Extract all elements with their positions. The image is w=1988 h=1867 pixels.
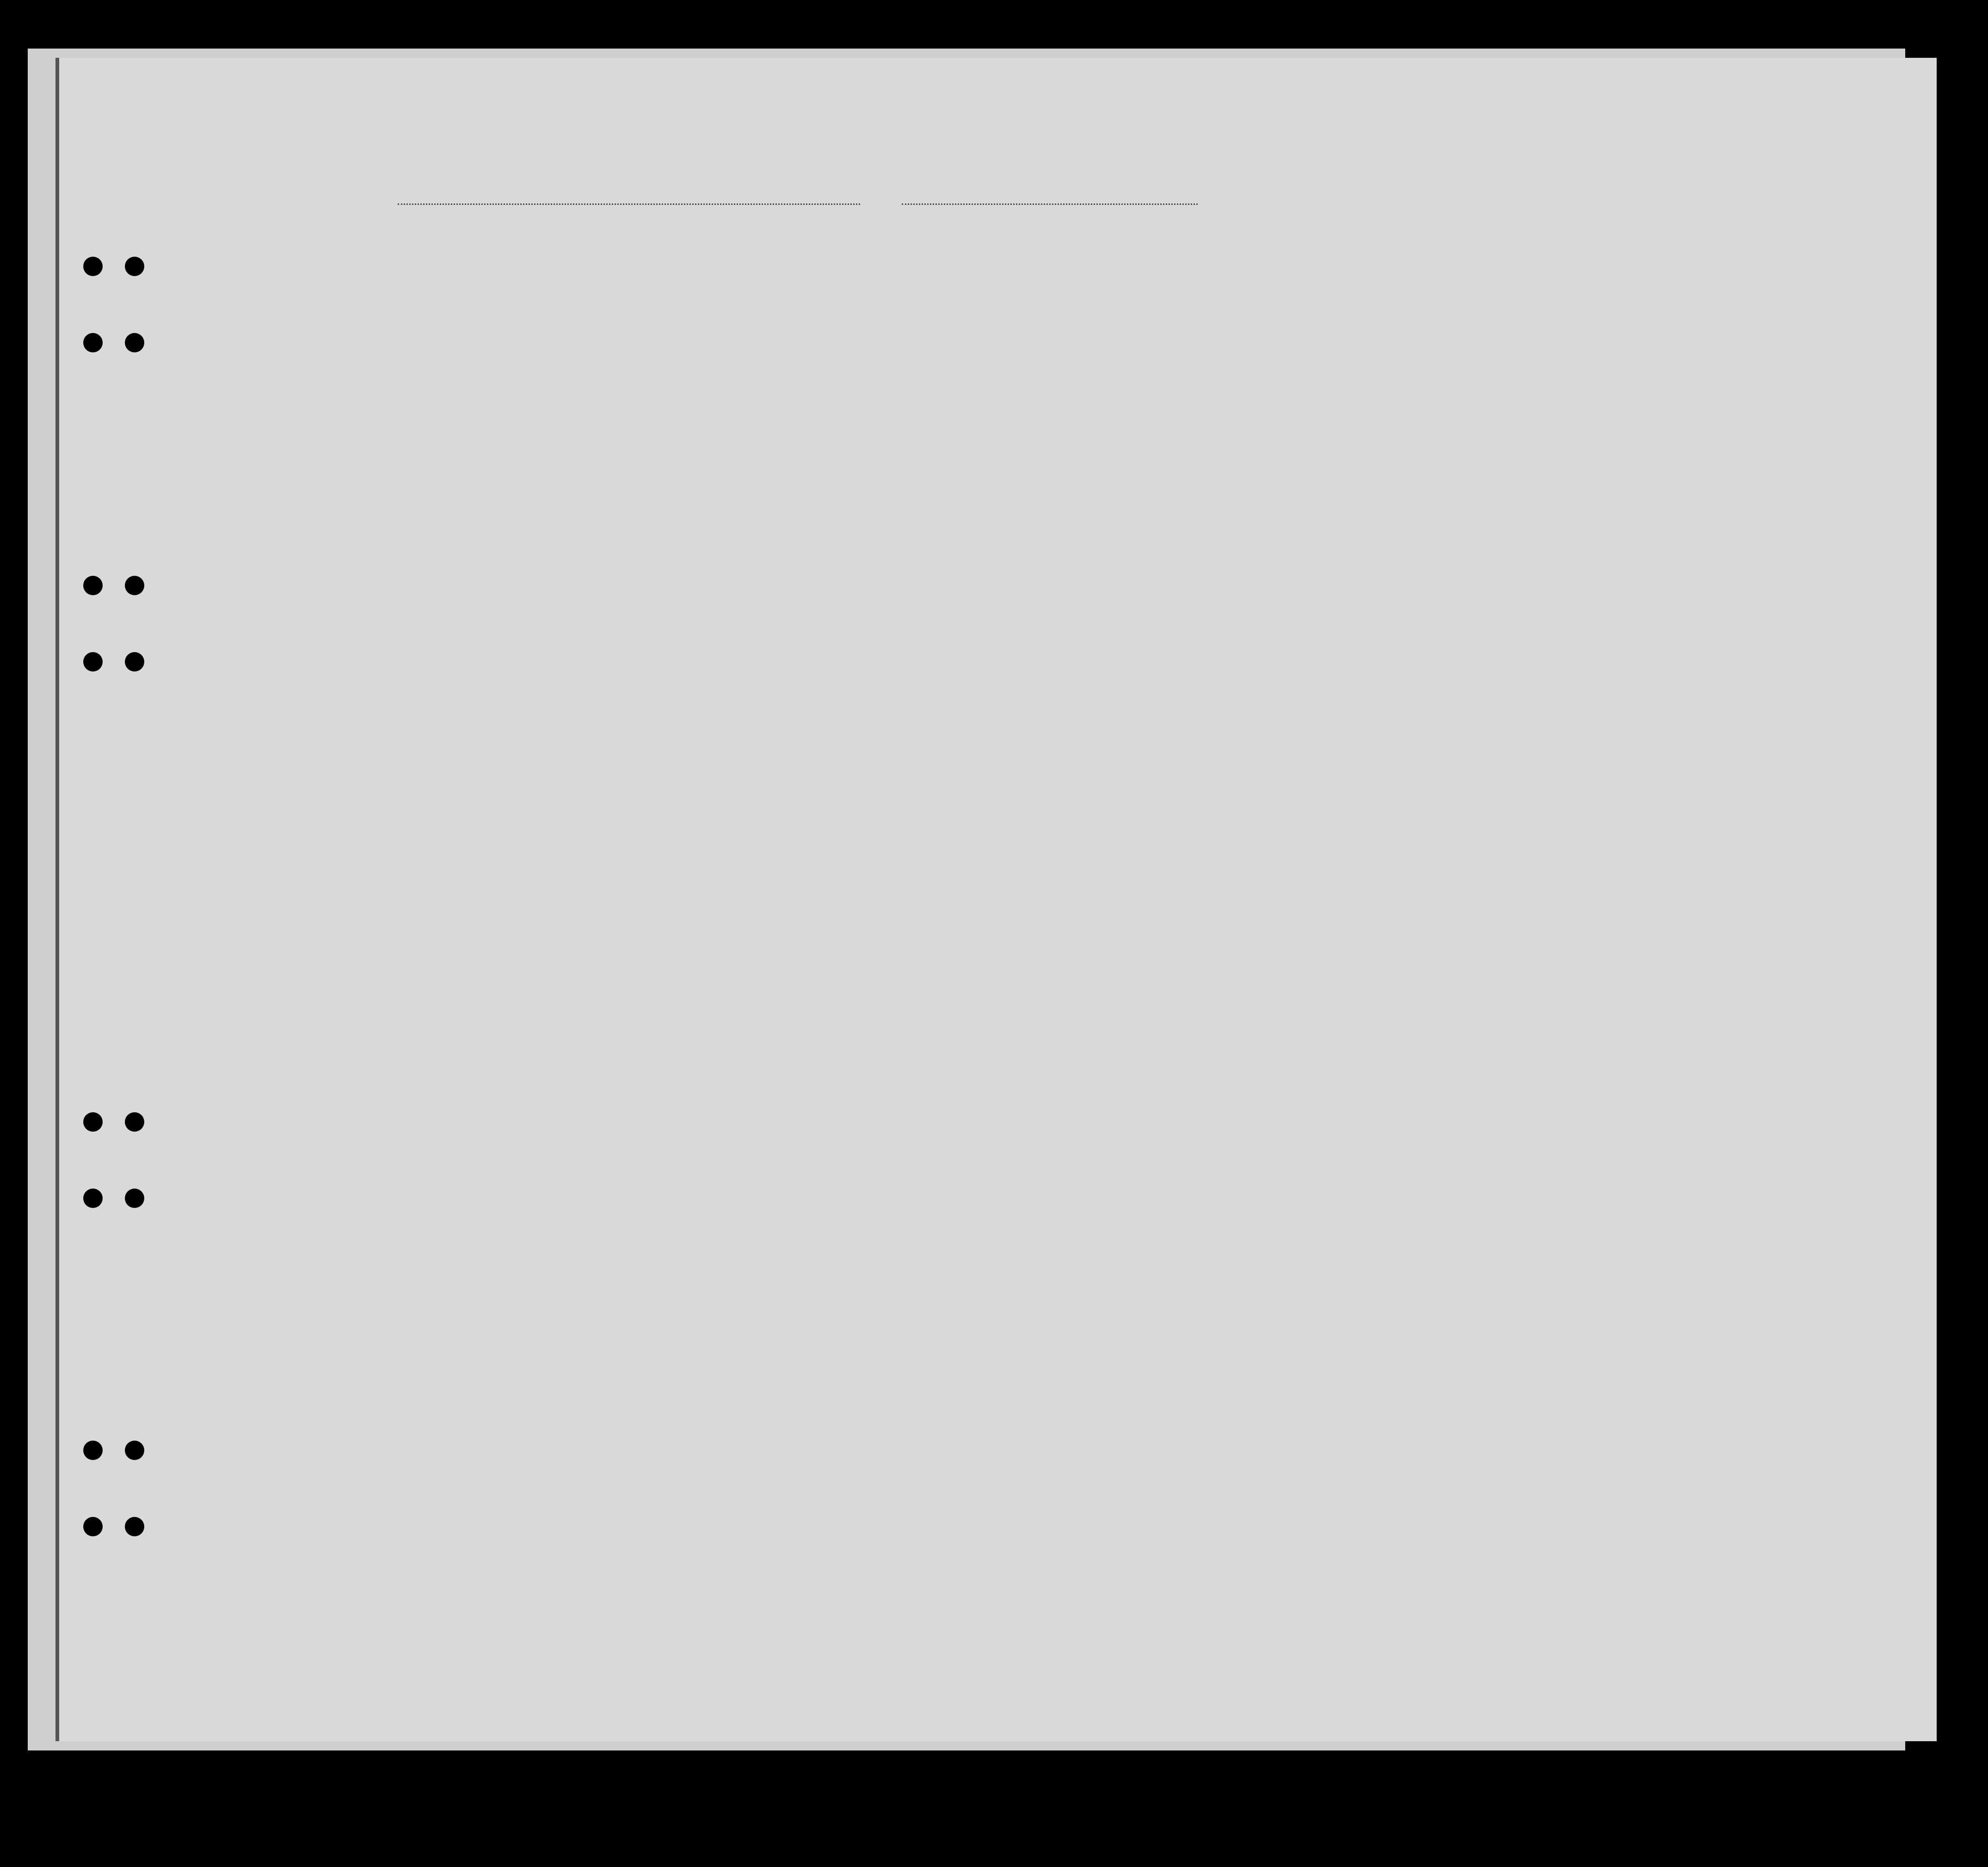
manifest-sheet bbox=[55, 58, 1937, 1741]
punch-hole bbox=[125, 1112, 144, 1132]
punch-hole bbox=[125, 576, 144, 595]
punch-hole bbox=[125, 1517, 144, 1536]
punch-hole bbox=[125, 1441, 144, 1460]
punch-hole bbox=[125, 1189, 144, 1208]
punch-hole bbox=[83, 1112, 103, 1132]
punch-hole bbox=[83, 257, 103, 276]
punch-hole bbox=[2, 333, 22, 352]
punch-hole bbox=[83, 1441, 103, 1460]
punch-hole bbox=[125, 257, 144, 276]
punch-hole bbox=[83, 576, 103, 595]
punch-hole bbox=[125, 333, 144, 352]
port-line bbox=[398, 203, 860, 205]
punch-hole bbox=[83, 652, 103, 672]
date-line bbox=[902, 203, 1198, 205]
punch-hole bbox=[83, 333, 103, 352]
punch-hole bbox=[125, 652, 144, 672]
punch-hole bbox=[2, 257, 22, 276]
punch-hole bbox=[83, 1517, 103, 1536]
punch-hole bbox=[83, 1189, 103, 1208]
